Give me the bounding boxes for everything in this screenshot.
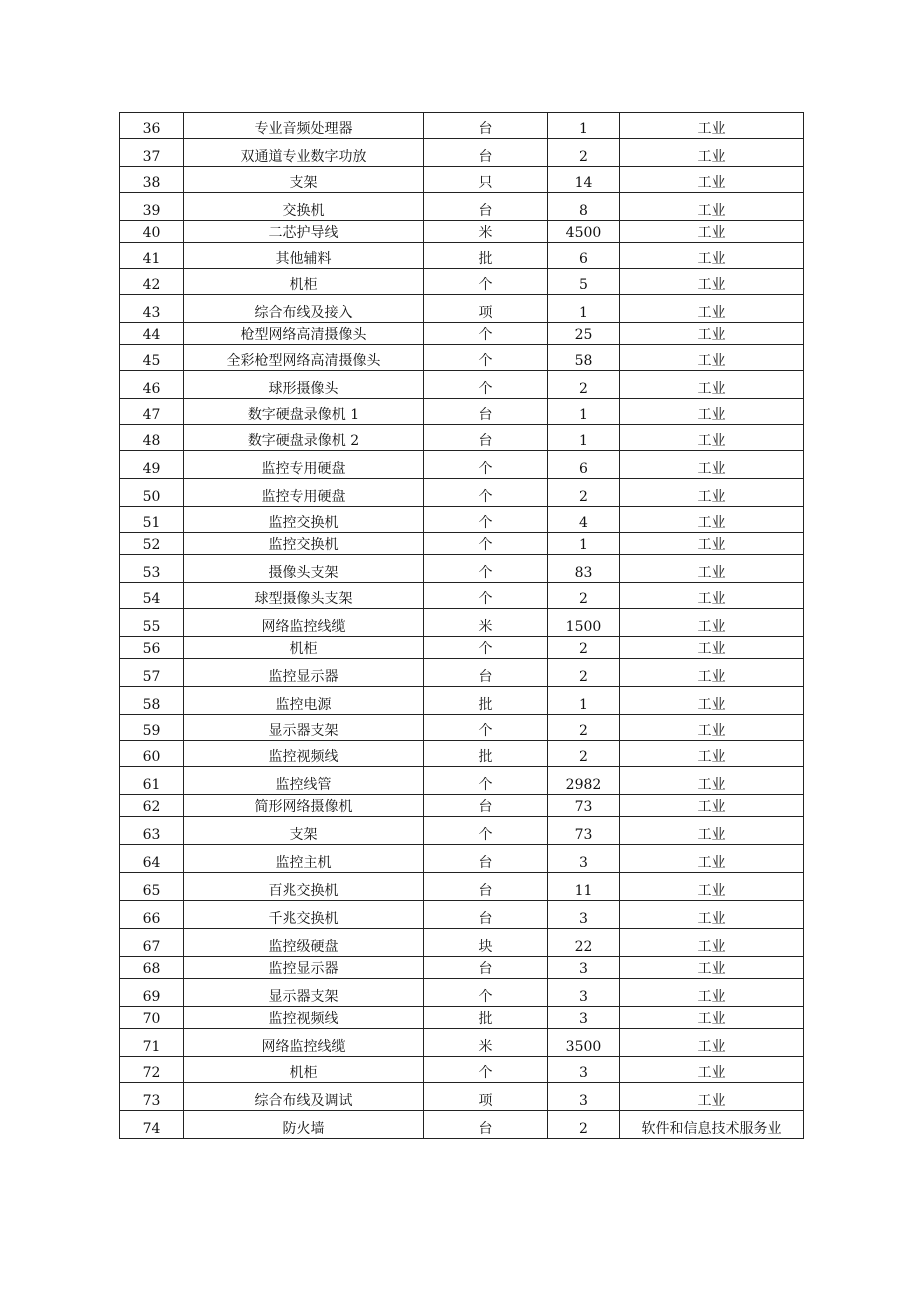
unit-cell: 台: [424, 139, 548, 167]
industry-cell: 工业: [620, 113, 804, 139]
table-row: [120, 167, 804, 193]
item-name-cell: 监控线管: [184, 767, 424, 795]
unit-cell: 个: [424, 1057, 548, 1083]
industry-cell: 工业: [620, 979, 804, 1007]
row-number-cell: 44: [120, 323, 184, 345]
unit-cell: 台: [424, 845, 548, 873]
unit-cell: 个: [424, 979, 548, 1007]
table-row: [120, 1007, 804, 1029]
item-name-cell: 支架: [184, 817, 424, 845]
table-row: [120, 957, 804, 979]
item-name-cell: 百兆交换机: [184, 873, 424, 901]
table-row: [120, 555, 804, 583]
table-row: [120, 399, 804, 425]
unit-cell: 块: [424, 929, 548, 957]
unit-cell: 台: [424, 873, 548, 901]
quantity-cell: 1: [548, 399, 620, 425]
industry-cell: 工业: [620, 583, 804, 609]
table-row: [120, 295, 804, 323]
quantity-cell: 2: [548, 479, 620, 507]
quantity-cell: 83: [548, 555, 620, 583]
quantity-cell: 3: [548, 845, 620, 873]
quantity-cell: 1: [548, 687, 620, 715]
row-number-cell: 52: [120, 533, 184, 555]
industry-cell: 工业: [620, 795, 804, 817]
item-name-cell: 监控专用硬盘: [184, 451, 424, 479]
table-row: [120, 637, 804, 659]
unit-cell: 批: [424, 243, 548, 269]
table-row: [120, 715, 804, 741]
unit-cell: 个: [424, 451, 548, 479]
row-number-cell: 38: [120, 167, 184, 193]
item-name-cell: 机柜: [184, 269, 424, 295]
item-name-cell: 综合布线及接入: [184, 295, 424, 323]
unit-cell: 台: [424, 957, 548, 979]
item-name-cell: 专业音频处理器: [184, 113, 424, 139]
unit-cell: 个: [424, 555, 548, 583]
row-number-cell: 63: [120, 817, 184, 845]
quantity-cell: 73: [548, 817, 620, 845]
row-number-cell: 49: [120, 451, 184, 479]
unit-cell: 批: [424, 741, 548, 767]
quantity-cell: 2: [548, 583, 620, 609]
row-number-cell: 73: [120, 1083, 184, 1111]
item-name-cell: 监控显示器: [184, 659, 424, 687]
item-name-cell: 监控视频线: [184, 1007, 424, 1029]
item-name-cell: 监控显示器: [184, 957, 424, 979]
industry-cell: 工业: [620, 269, 804, 295]
table-row: [120, 979, 804, 1007]
item-name-cell: 防火墙: [184, 1111, 424, 1139]
row-number-cell: 47: [120, 399, 184, 425]
table-row: [120, 323, 804, 345]
quantity-cell: 4: [548, 507, 620, 533]
quantity-cell: 58: [548, 345, 620, 371]
row-number-cell: 72: [120, 1057, 184, 1083]
industry-cell: 工业: [620, 371, 804, 399]
table-row: [120, 1057, 804, 1083]
industry-cell: 工业: [620, 609, 804, 637]
row-number-cell: 48: [120, 425, 184, 451]
table-row: [120, 741, 804, 767]
quantity-cell: 22: [548, 929, 620, 957]
item-name-cell: 简形网络摄像机: [184, 795, 424, 817]
industry-cell: 工业: [620, 555, 804, 583]
table-row: [120, 1083, 804, 1111]
industry-cell: 工业: [620, 957, 804, 979]
row-number-cell: 51: [120, 507, 184, 533]
item-name-cell: 数字硬盘录像机 2: [184, 425, 424, 451]
item-name-cell: 二芯护导线: [184, 221, 424, 243]
row-number-cell: 74: [120, 1111, 184, 1139]
industry-cell: 工业: [620, 1029, 804, 1057]
unit-cell: 台: [424, 795, 548, 817]
unit-cell: 个: [424, 767, 548, 795]
quantity-cell: 3: [548, 1007, 620, 1029]
quantity-cell: 14: [548, 167, 620, 193]
unit-cell: 台: [424, 659, 548, 687]
unit-cell: 只: [424, 167, 548, 193]
item-name-cell: 监控电源: [184, 687, 424, 715]
unit-cell: 个: [424, 533, 548, 555]
industry-cell: 工业: [620, 479, 804, 507]
item-name-cell: 监控级硬盘: [184, 929, 424, 957]
row-number-cell: 59: [120, 715, 184, 741]
row-number-cell: 41: [120, 243, 184, 269]
quantity-cell: 2: [548, 1111, 620, 1139]
industry-cell: 工业: [620, 221, 804, 243]
unit-cell: 项: [424, 295, 548, 323]
row-number-cell: 64: [120, 845, 184, 873]
industry-cell: 工业: [620, 507, 804, 533]
table-row: [120, 371, 804, 399]
row-number-cell: 58: [120, 687, 184, 715]
quantity-cell: 2982: [548, 767, 620, 795]
unit-cell: 台: [424, 193, 548, 221]
item-name-cell: 显示器支架: [184, 715, 424, 741]
quantity-cell: 5: [548, 269, 620, 295]
table-row: [120, 243, 804, 269]
table-row: [120, 507, 804, 533]
quantity-cell: 1500: [548, 609, 620, 637]
industry-cell: 工业: [620, 425, 804, 451]
item-name-cell: 监控交换机: [184, 533, 424, 555]
item-name-cell: 球形摄像头: [184, 371, 424, 399]
row-number-cell: 40: [120, 221, 184, 243]
quantity-cell: 11: [548, 873, 620, 901]
row-number-cell: 36: [120, 113, 184, 139]
item-name-cell: 其他辅料: [184, 243, 424, 269]
table-row: [120, 929, 804, 957]
quantity-cell: 1: [548, 533, 620, 555]
industry-cell: 工业: [620, 243, 804, 269]
item-name-cell: 数字硬盘录像机 1: [184, 399, 424, 425]
table-row: [120, 659, 804, 687]
unit-cell: 台: [424, 113, 548, 139]
industry-cell: 软件和信息技术服务业: [620, 1111, 804, 1139]
item-name-cell: 千兆交换机: [184, 901, 424, 929]
item-name-cell: 支架: [184, 167, 424, 193]
unit-cell: 台: [424, 901, 548, 929]
unit-cell: 个: [424, 269, 548, 295]
item-name-cell: 监控交换机: [184, 507, 424, 533]
industry-cell: 工业: [620, 637, 804, 659]
row-number-cell: 53: [120, 555, 184, 583]
quantity-cell: 8: [548, 193, 620, 221]
row-number-cell: 62: [120, 795, 184, 817]
item-name-cell: 机柜: [184, 1057, 424, 1083]
quantity-cell: 2: [548, 371, 620, 399]
quantity-cell: 6: [548, 243, 620, 269]
unit-cell: 米: [424, 1029, 548, 1057]
industry-cell: 工业: [620, 167, 804, 193]
item-name-cell: 机柜: [184, 637, 424, 659]
table-row: [120, 193, 804, 221]
unit-cell: 个: [424, 715, 548, 741]
quantity-cell: 6: [548, 451, 620, 479]
item-name-cell: 交换机: [184, 193, 424, 221]
unit-cell: 台: [424, 1111, 548, 1139]
industry-cell: 工业: [620, 533, 804, 555]
unit-cell: 个: [424, 507, 548, 533]
table-row: [120, 139, 804, 167]
quantity-cell: 3: [548, 979, 620, 1007]
unit-cell: 批: [424, 1007, 548, 1029]
unit-cell: 项: [424, 1083, 548, 1111]
item-name-cell: 网络监控线缆: [184, 609, 424, 637]
quantity-cell: 25: [548, 323, 620, 345]
row-number-cell: 43: [120, 295, 184, 323]
industry-cell: 工业: [620, 767, 804, 795]
row-number-cell: 55: [120, 609, 184, 637]
industry-cell: 工业: [620, 1007, 804, 1029]
row-number-cell: 50: [120, 479, 184, 507]
equipment-table-container: [119, 112, 804, 1139]
industry-cell: 工业: [620, 741, 804, 767]
row-number-cell: 65: [120, 873, 184, 901]
row-number-cell: 57: [120, 659, 184, 687]
table-row: [120, 1029, 804, 1057]
unit-cell: 个: [424, 479, 548, 507]
quantity-cell: 2: [548, 659, 620, 687]
equipment-table-body: [120, 113, 804, 1139]
unit-cell: 个: [424, 817, 548, 845]
table-row: [120, 1111, 804, 1139]
quantity-cell: 4500: [548, 221, 620, 243]
item-name-cell: 显示器支架: [184, 979, 424, 1007]
row-number-cell: 68: [120, 957, 184, 979]
table-row: [120, 609, 804, 637]
item-name-cell: 网络监控线缆: [184, 1029, 424, 1057]
industry-cell: 工业: [620, 323, 804, 345]
table-row: [120, 901, 804, 929]
item-name-cell: 综合布线及调试: [184, 1083, 424, 1111]
row-number-cell: 37: [120, 139, 184, 167]
quantity-cell: 3: [548, 901, 620, 929]
unit-cell: 个: [424, 323, 548, 345]
quantity-cell: 2: [548, 637, 620, 659]
industry-cell: 工业: [620, 929, 804, 957]
table-row: [120, 451, 804, 479]
table-row: [120, 221, 804, 243]
industry-cell: 工业: [620, 193, 804, 221]
quantity-cell: 1: [548, 425, 620, 451]
unit-cell: 台: [424, 425, 548, 451]
table-row: [120, 845, 804, 873]
industry-cell: 工业: [620, 687, 804, 715]
row-number-cell: 70: [120, 1007, 184, 1029]
quantity-cell: 3: [548, 957, 620, 979]
industry-cell: 工业: [620, 715, 804, 741]
item-name-cell: 球型摄像头支架: [184, 583, 424, 609]
item-name-cell: 双通道专业数字功放: [184, 139, 424, 167]
table-row: [120, 425, 804, 451]
item-name-cell: 全彩枪型网络高清摄像头: [184, 345, 424, 371]
unit-cell: 个: [424, 345, 548, 371]
quantity-cell: 73: [548, 795, 620, 817]
row-number-cell: 61: [120, 767, 184, 795]
industry-cell: 工业: [620, 901, 804, 929]
unit-cell: 个: [424, 637, 548, 659]
row-number-cell: 45: [120, 345, 184, 371]
table-row: [120, 479, 804, 507]
quantity-cell: 2: [548, 741, 620, 767]
table-row: [120, 113, 804, 139]
table-row: [120, 345, 804, 371]
row-number-cell: 69: [120, 979, 184, 1007]
row-number-cell: 42: [120, 269, 184, 295]
industry-cell: 工业: [620, 399, 804, 425]
industry-cell: 工业: [620, 139, 804, 167]
equipment-table: [119, 112, 804, 1139]
item-name-cell: 摄像头支架: [184, 555, 424, 583]
row-number-cell: 71: [120, 1029, 184, 1057]
item-name-cell: 监控视频线: [184, 741, 424, 767]
industry-cell: 工业: [620, 845, 804, 873]
table-row: [120, 583, 804, 609]
industry-cell: 工业: [620, 817, 804, 845]
unit-cell: 米: [424, 221, 548, 243]
industry-cell: 工业: [620, 659, 804, 687]
item-name-cell: 监控专用硬盘: [184, 479, 424, 507]
table-row: [120, 269, 804, 295]
row-number-cell: 60: [120, 741, 184, 767]
row-number-cell: 66: [120, 901, 184, 929]
quantity-cell: 2: [548, 715, 620, 741]
unit-cell: 台: [424, 399, 548, 425]
table-row: [120, 687, 804, 715]
table-row: [120, 533, 804, 555]
quantity-cell: 1: [548, 295, 620, 323]
item-name-cell: 枪型网络高清摄像头: [184, 323, 424, 345]
row-number-cell: 54: [120, 583, 184, 609]
industry-cell: 工业: [620, 1057, 804, 1083]
industry-cell: 工业: [620, 873, 804, 901]
row-number-cell: 39: [120, 193, 184, 221]
quantity-cell: 3: [548, 1083, 620, 1111]
industry-cell: 工业: [620, 451, 804, 479]
table-row: [120, 767, 804, 795]
industry-cell: 工业: [620, 1083, 804, 1111]
row-number-cell: 56: [120, 637, 184, 659]
industry-cell: 工业: [620, 295, 804, 323]
quantity-cell: 3500: [548, 1029, 620, 1057]
quantity-cell: 2: [548, 139, 620, 167]
quantity-cell: 3: [548, 1057, 620, 1083]
industry-cell: 工业: [620, 345, 804, 371]
row-number-cell: 67: [120, 929, 184, 957]
table-row: [120, 873, 804, 901]
unit-cell: 个: [424, 583, 548, 609]
quantity-cell: 1: [548, 113, 620, 139]
unit-cell: 米: [424, 609, 548, 637]
unit-cell: 批: [424, 687, 548, 715]
item-name-cell: 监控主机: [184, 845, 424, 873]
row-number-cell: 46: [120, 371, 184, 399]
table-row: [120, 817, 804, 845]
unit-cell: 个: [424, 371, 548, 399]
table-row: [120, 795, 804, 817]
